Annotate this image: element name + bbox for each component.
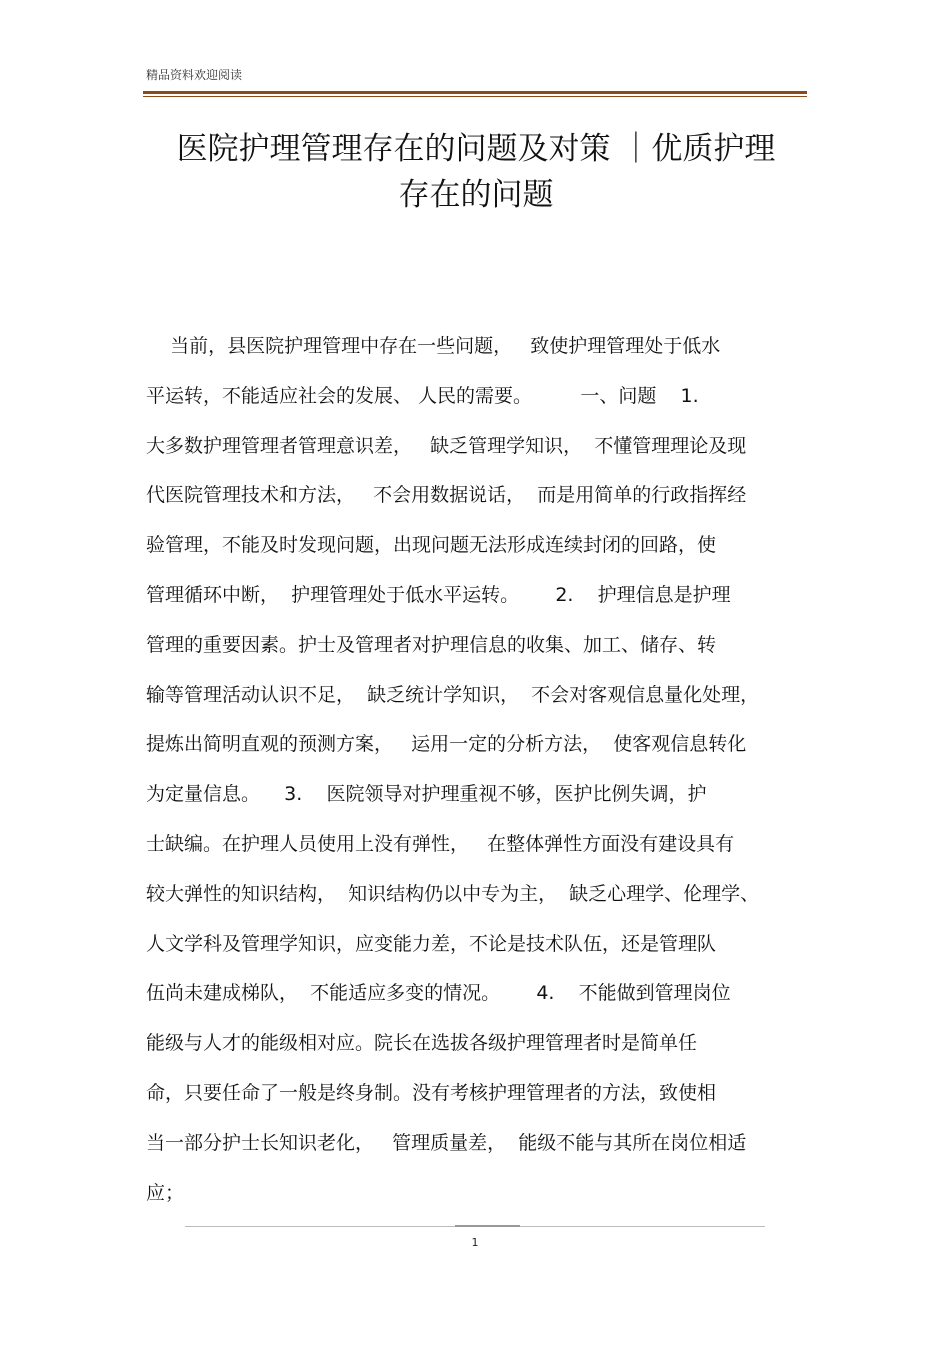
page-header-text: 精品资料欢迎阅读: [146, 68, 243, 82]
body-line: 代医院管理技术和方法， 不会用数据说话， 而是用简单的行政指挥经: [146, 484, 747, 507]
body-line: 当一部分护士长知识老化， 管理质量差， 能级不能与其所在岗位相适: [146, 1131, 747, 1154]
body-line: 管理的重要因素。护士及管理者对护理信息的收集、加工、储存、转: [146, 633, 717, 656]
body-line: 人文学科及管理学知识，应变能力差，不论是技术队伍，还是管理队: [146, 932, 717, 955]
body-line: 输等管理活动认识不足， 缺乏统计学知识， 不会对客观信息量化处理，: [146, 683, 760, 706]
footer-rule-accent: [455, 1225, 520, 1227]
document-title: [146, 126, 806, 218]
header-rule-thin: [143, 96, 807, 97]
body-line: 提炼出简明直观的预测方案， 运用一定的分析方法， 使客观信息转化: [146, 733, 747, 756]
header-rule-thick: [143, 91, 807, 94]
body-line: 伍尚未建成梯队， 不能适应多变的情况。 4. 不能做到管理岗位: [146, 982, 731, 1005]
body-line: 管理循环中断， 护理管理处于低水平运转。 2. 护理信息是护理: [146, 583, 731, 606]
body-line: 大多数护理管理者管理意识差， 缺乏管理学知识， 不懂管理理论及现: [146, 434, 747, 457]
title-line-1: 医院护理管理存在的问题及对策 ｜优质护理: [176, 131, 776, 167]
body-line: 验管理，不能及时发现问题，出现问题无法形成连续封闭的回路，使: [146, 534, 717, 557]
body-line: 士缺编。在护理人员使用上没有弹性， 在整体弹性方面没有建设具有: [146, 832, 735, 855]
body-line: 较大弹性的知识结构， 知识结构仍以中专为主， 缺乏心理学、伦理学、: [146, 882, 760, 905]
body-line: 应；: [146, 1181, 185, 1204]
body-line: 当前，县医院护理管理中存在一些问题， 致使护理管理处于低水: [146, 335, 721, 357]
body-paragraph: [146, 322, 810, 1218]
body-line: 命，只要任命了一般是终身制。没有考核护理管理者的方法，致使相: [146, 1081, 717, 1104]
body-line: 为定量信息。 3. 医院领导对护理重视不够，医护比例失调，护: [146, 783, 707, 806]
page-number: 1: [471, 1236, 479, 1249]
body-line: 能级与人才的能级相对应。院长在选拔各级护理管理者时是简单任: [146, 1032, 698, 1055]
body-line: 平运转，不能适应社会的发展、 人民的需要。 一、问题 1.: [146, 384, 699, 407]
title-line-2: 存在的问题: [398, 177, 554, 213]
